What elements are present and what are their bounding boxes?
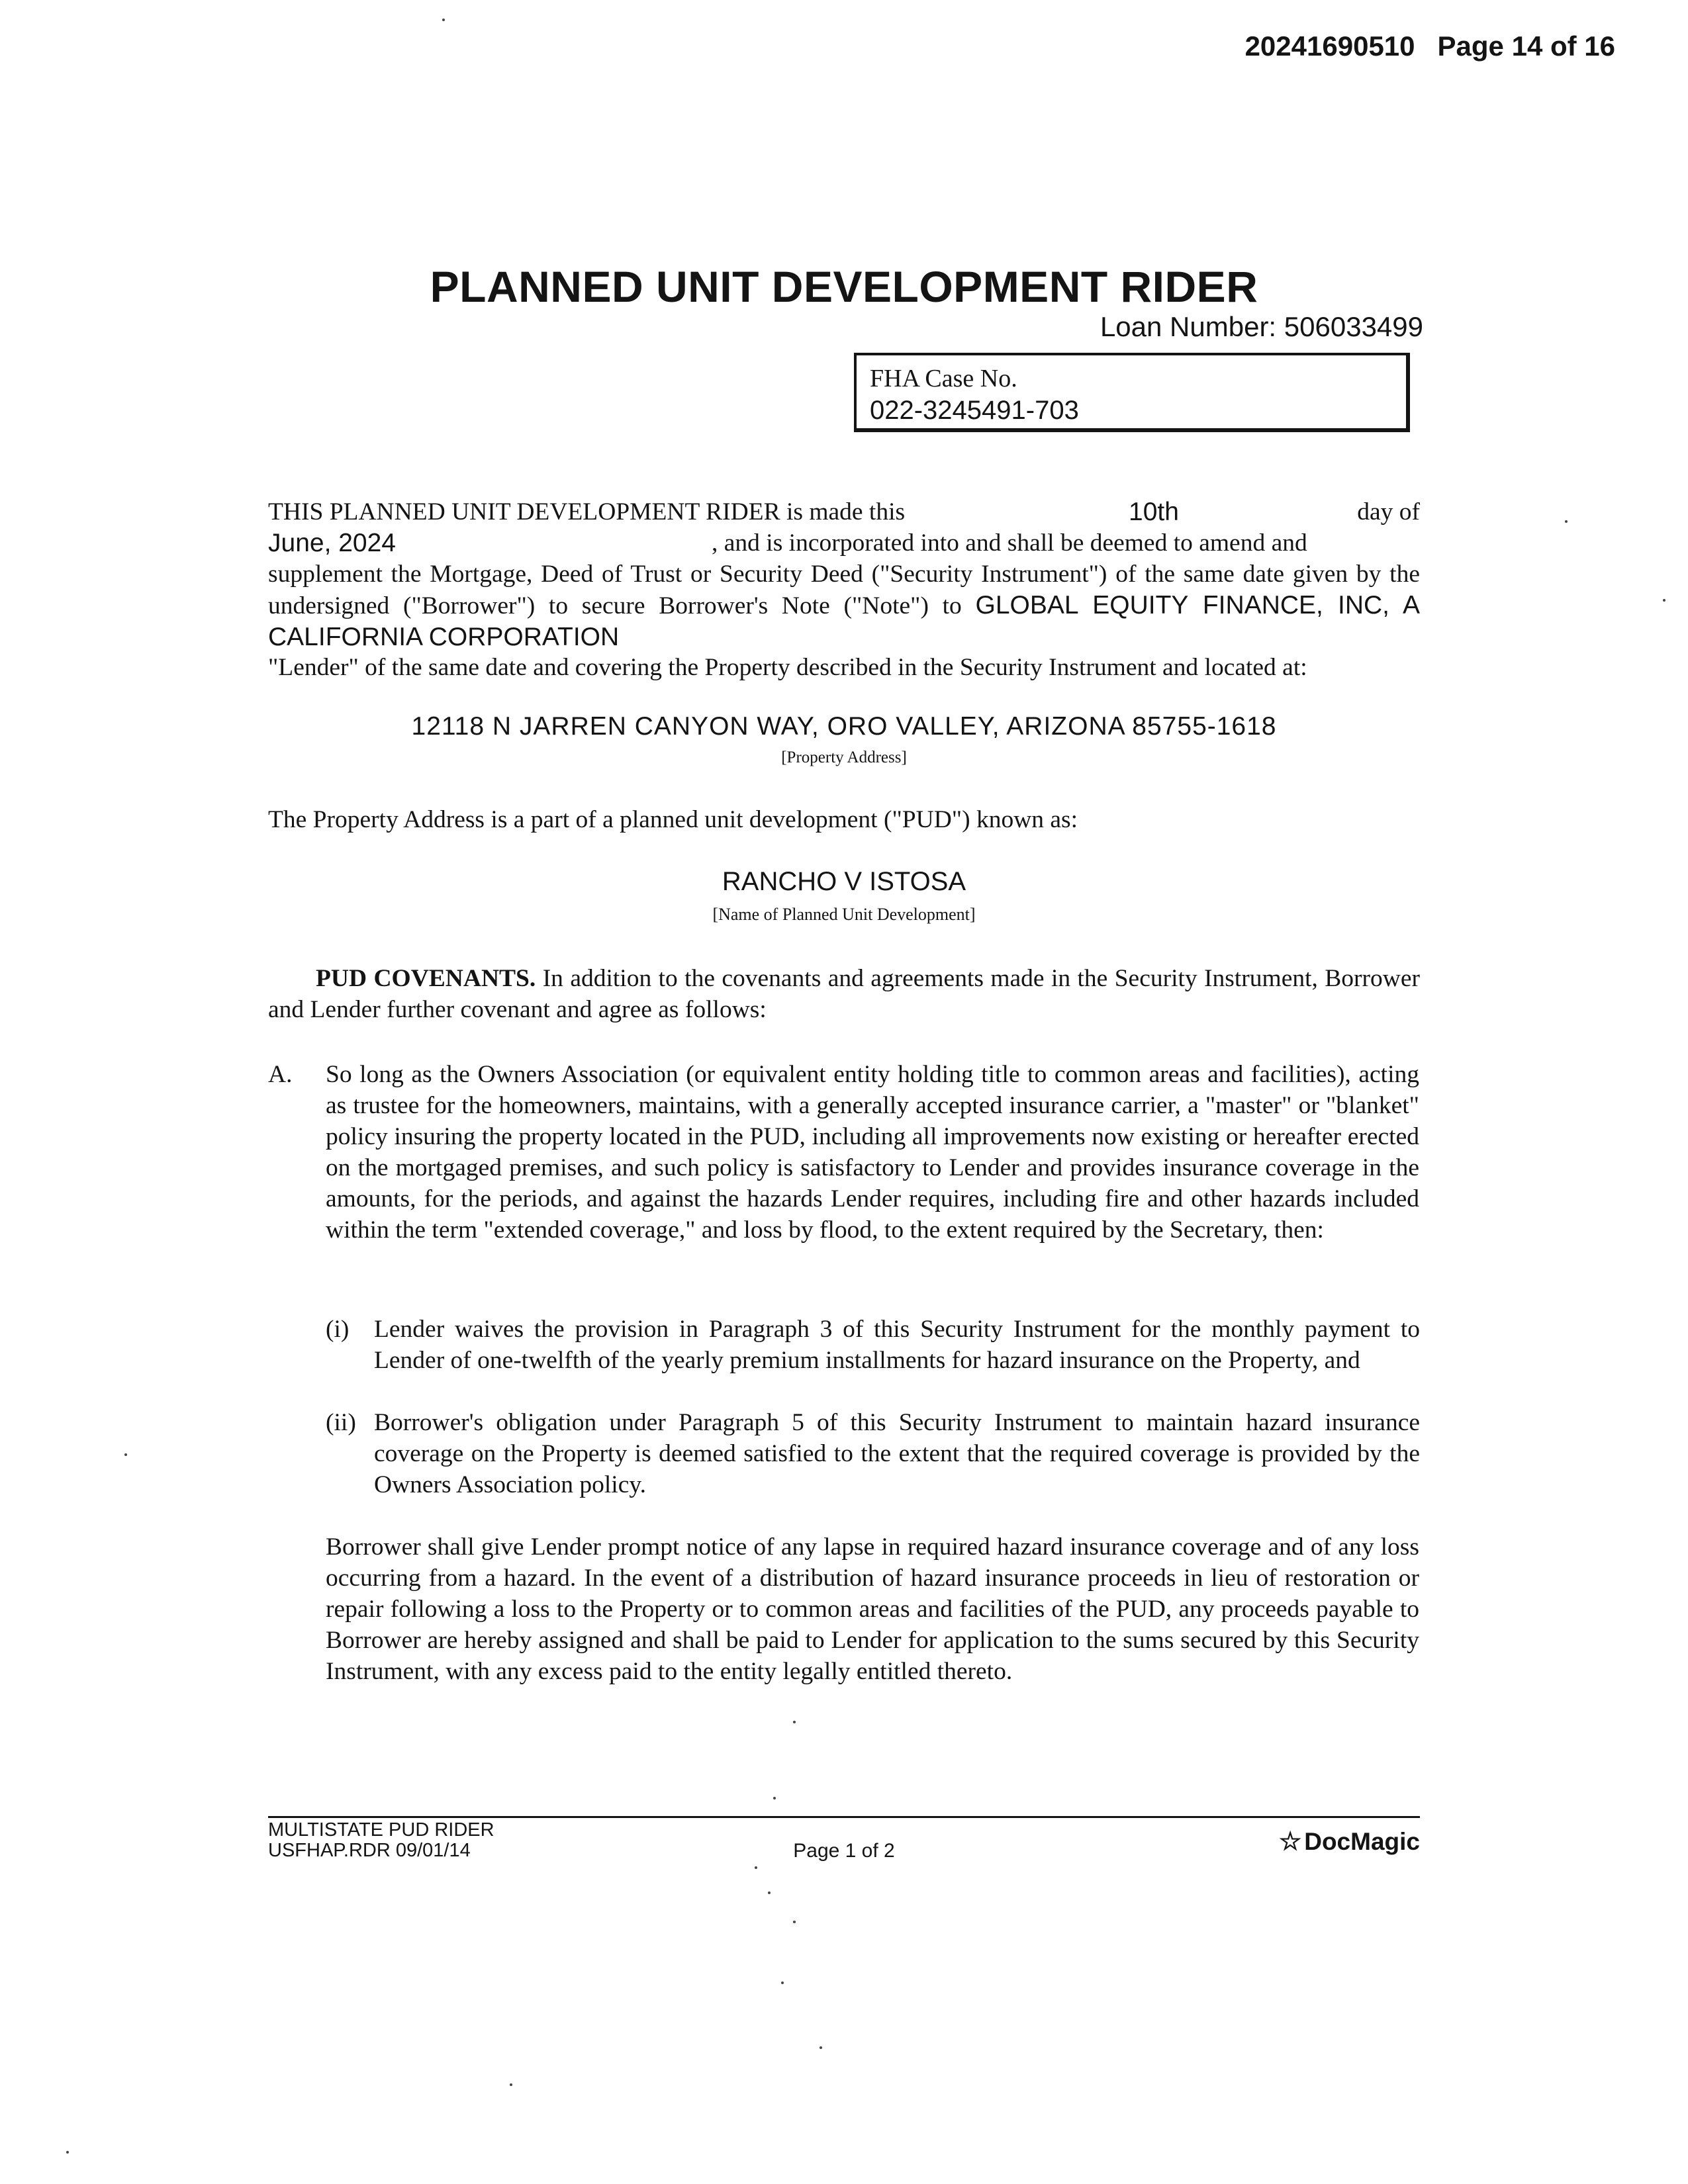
item-a-letter: A. (268, 1061, 293, 1088)
pud-name-caption: [Name of Planned Unit Development] (712, 905, 976, 924)
intro-line-2 (268, 527, 1420, 559)
sub-item-ii-text: Borrower's obligation under Paragraph 5 of this Security Instrument to maintain hazard insurance coverage on the Property is deemed satisfied to the extent that the required coverage is provided by the Owners Association policy. (374, 1409, 1420, 1498)
scan-speck (66, 2151, 69, 2154)
scan-speck (442, 19, 445, 21)
lender-name: GLOBAL EQUITY FINANCE, INC, A CALIFORNIA CORPORATION (268, 591, 1420, 651)
pud-intro: The Property Address is a part of a planned unit development ("PUD") known as: (268, 806, 1078, 833)
recording-number: 20241690510 (1244, 30, 1415, 62)
sub-item-i-number: (i) (326, 1316, 350, 1343)
scan-speck (781, 1981, 784, 1984)
footer-brand-name: DocMagic (1304, 1828, 1420, 1855)
intro-made-this: THIS PLANNED UNIT DEVELOPMENT RIDER is made this (268, 498, 906, 525)
scan-speck (1565, 520, 1568, 523)
scan-speck (1663, 599, 1665, 602)
sub-item-i-text: Lender waives the provision in Paragraph 3 of this Security Instrument for the monthly payment to Lender of one-twelfth of the yearly premium installments for hazard insurance on the Property, and (374, 1316, 1420, 1374)
intro-line-1 (268, 496, 1420, 527)
intro-month-year: June, 2024 (268, 529, 397, 557)
scan-speck (773, 1797, 776, 1799)
document-title: PLANNED UNIT DEVELOPMENT RIDER (430, 262, 1258, 311)
covenants-intro: In addition to the covenants and agreements made in the Security Instrument, Borrower and Lender further covenant and agree as follows: (268, 965, 1420, 1023)
intro-body (268, 559, 1420, 653)
scan-speck (510, 2083, 512, 2086)
footer-form-name: MULTISTATE PUD RIDER (268, 1819, 494, 1841)
fha-case-number: 022-3245491-703 (870, 396, 1079, 425)
pud-name: RANCHO V ISTOSA (722, 867, 966, 896)
loan-number: Loan Number: 506033499 (1100, 311, 1423, 342)
pud-covenants (268, 963, 1420, 1025)
scan-speck (124, 1453, 127, 1456)
footer-form-code: USFHAP.RDR 09/01/14 (268, 1840, 471, 1861)
intro-day: 10th (1129, 498, 1179, 526)
fha-case-label: FHA Case No. (870, 365, 1017, 392)
footer-divider (268, 1816, 1420, 1818)
property-address-caption: [Property Address] (781, 749, 907, 766)
scan-speck (793, 1921, 796, 1923)
scan-speck (768, 1891, 771, 1894)
sub-item-ii-number: (ii) (326, 1409, 356, 1436)
recording-stamp (1245, 30, 1615, 62)
fha-case-box (854, 353, 1410, 432)
footer-page-number: Page 1 of 2 (793, 1840, 895, 1862)
intro-day-of: day of (1357, 498, 1420, 525)
intro-lender-tail: "Lender" of the same date and covering the Property described in the Security Instrument and located at: (268, 654, 1307, 681)
scan-speck (755, 1866, 757, 1869)
notice-paragraph: Borrower shall give Lender prompt notice of any lapse in required hazard insurance coverage and of any loss occurring from a hazard. In the event of a distribution of hazard insurance proceeds in lieu of restoration or repair following a loss to the Property or to common areas and facilities of the PUD, any proceeds payable to Borrower are hereby assigned and shall be paid to Lender for application to the sums secured by this Security Instrument, with any excess paid to the entity legally entitled thereto. (326, 1533, 1419, 1685)
star-icon: ☆ (1279, 1828, 1302, 1856)
footer-brand (1279, 1827, 1420, 1856)
scan-speck (820, 2046, 822, 2049)
scan-speck (793, 1721, 796, 1723)
covenants-heading: PUD COVENANTS. (316, 965, 536, 992)
intro-body-text: supplement the Mortgage, Deed of Trust or Security Deed ("Security Instrument") of the same date given by the undersigned ("Borrower") to secure Borrower's Note ("Note") to (268, 561, 1420, 619)
property-address: 12118 N JARREN CANYON WAY, ORO VALLEY, ARIZONA 85755-1618 (411, 712, 1277, 741)
intro-incorporated: , and is incorporated into and shall be deemed to amend and (712, 529, 1307, 557)
item-a-text: So long as the Owners Association (or equivalent entity holding title to common areas and facilities), acting as trustee for the homeowners, maintains, with a generally accepted insurance carrier, a "master" or "blanket" policy insuring the property located in the PUD, including all improvements now existing or hereafter erected on the mortgaged premises, and such policy is satisfactory to Lender and provides insurance coverage in the amounts, for the periods, and against the hazards Lender requires, including fire and other hazards included within the term "extended coverage," and loss by flood, to the extent required by the Secretary, then: (326, 1061, 1419, 1244)
recording-page: Page 14 of 16 (1437, 30, 1615, 62)
